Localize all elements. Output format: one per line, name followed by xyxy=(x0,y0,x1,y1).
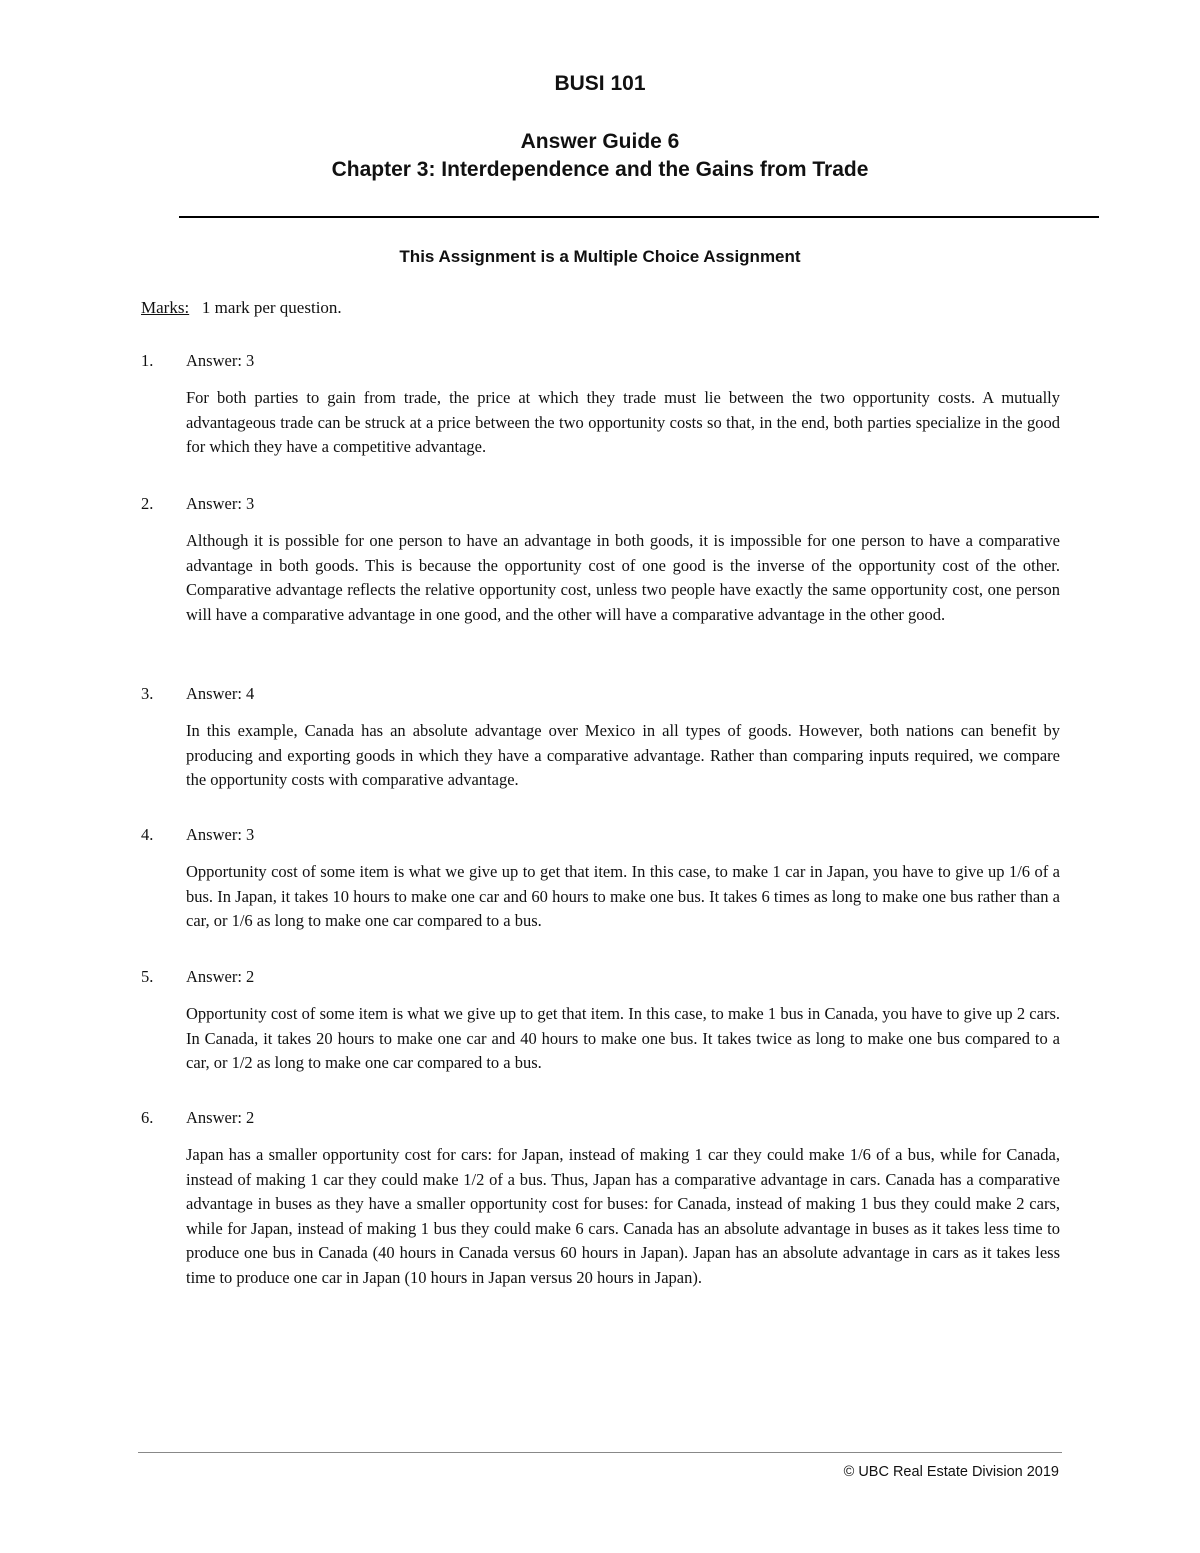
footer-copyright: © UBC Real Estate Division 2019 xyxy=(843,1464,1059,1480)
assignment-type-heading: This Assignment is a Multiple Choice Assignment xyxy=(399,247,801,266)
marks-value: 1 mark per question. xyxy=(201,298,342,317)
question-number: 5. xyxy=(141,967,154,986)
question-number: 1. xyxy=(141,351,154,370)
guide-title: Answer Guide 6 xyxy=(520,130,680,153)
question-answer: Answer: 3 xyxy=(186,825,255,844)
question-explanation: For both parties to gain from trade, the price at which they trade must lie between the two opportunity costs. A mutually advantageous trade can be struck at a price between the two opportunity costs so that, in the end, both parties specialize in the good for which they have a competitive advantage. xyxy=(186,388,1060,457)
question-answer: Answer: 3 xyxy=(186,351,255,370)
question-explanation: Although it is possible for one person to have an advantage in both goods, it is impossible for one person to have a comparative advantage in both goods. This is because the opportunity cost of one good is the inverse of the opportunity cost of the other. Comparative advantage reflects the relative opportunity cost, unless two people have exactly the same opportunity cost, one person will have a comparative advantage in one good, and the other will have a comparative advantage in the other good. xyxy=(186,531,1060,624)
chapter-title: Chapter 3: Interdependence and the Gains from Trade xyxy=(331,158,869,181)
question-explanation: Opportunity cost of some item is what we give up to get that item. In this case, to make 1 bus in Canada, you have to give up 2 cars. In Canada, it takes 20 hours to make one car and 40 hours to make one bus. It takes twice as long to make one bus compared to a car, or 1/2 as long to make one car compared to a bus. xyxy=(186,1004,1060,1073)
question-answer: Answer: 2 xyxy=(186,967,255,986)
question-answer: Answer: 3 xyxy=(186,494,255,513)
question-answer: Answer: 2 xyxy=(186,1108,255,1127)
question-explanation: In this example, Canada has an absolute advantage over Mexico in all types of goods. However, both nations can benefit by producing and exporting goods in which they have a comparative advantage. Rather than comparing inputs required, we compare the opportunity costs with comparative advantage. xyxy=(186,721,1060,790)
question-explanation: Japan has a smaller opportunity cost for cars: for Japan, instead of making 1 car they could make 1/6 of a bus, while for Canada, instead of making 1 car they could make 1/2 of a bus. Thus, Japan has a comparative advantage in cars. Canada has a comparative advantage in buses as they have a smaller opportunity cost for buses: for Canada, instead of making 1 bus they could make 2 cars, while for Japan, instead of making 1 bus they could make 6 cars. Canada has an absolute advantage in buses as it takes less time to produce one bus in Canada (40 hours in Canada versus 60 hours in Japan). Japan has an absolute advantage in cars as it takes less time to produce one car in Japan (10 hours in Japan versus 20 hours in Japan). xyxy=(186,1145,1060,1287)
question-answer: Answer: 4 xyxy=(186,684,255,703)
footer-divider xyxy=(138,1452,1062,1453)
marks-line xyxy=(141,298,342,318)
question-number: 6. xyxy=(141,1108,154,1127)
title-divider xyxy=(179,216,1099,218)
marks-label: Marks: xyxy=(141,298,190,317)
question-number: 3. xyxy=(141,684,154,703)
question-number: 2. xyxy=(141,494,154,513)
question-explanation: Opportunity cost of some item is what we give up to get that item. In this case, to make 1 car in Japan, you have to give up 1/6 of a bus. In Japan, it takes 10 hours to make one car and 60 hours to make one bus. It takes 6 times as long to make one bus rather than a car, or 1/6 as long to make one car compared to a bus. xyxy=(186,862,1060,931)
course-code: BUSI 101 xyxy=(554,72,646,95)
question-number: 4. xyxy=(141,825,154,844)
